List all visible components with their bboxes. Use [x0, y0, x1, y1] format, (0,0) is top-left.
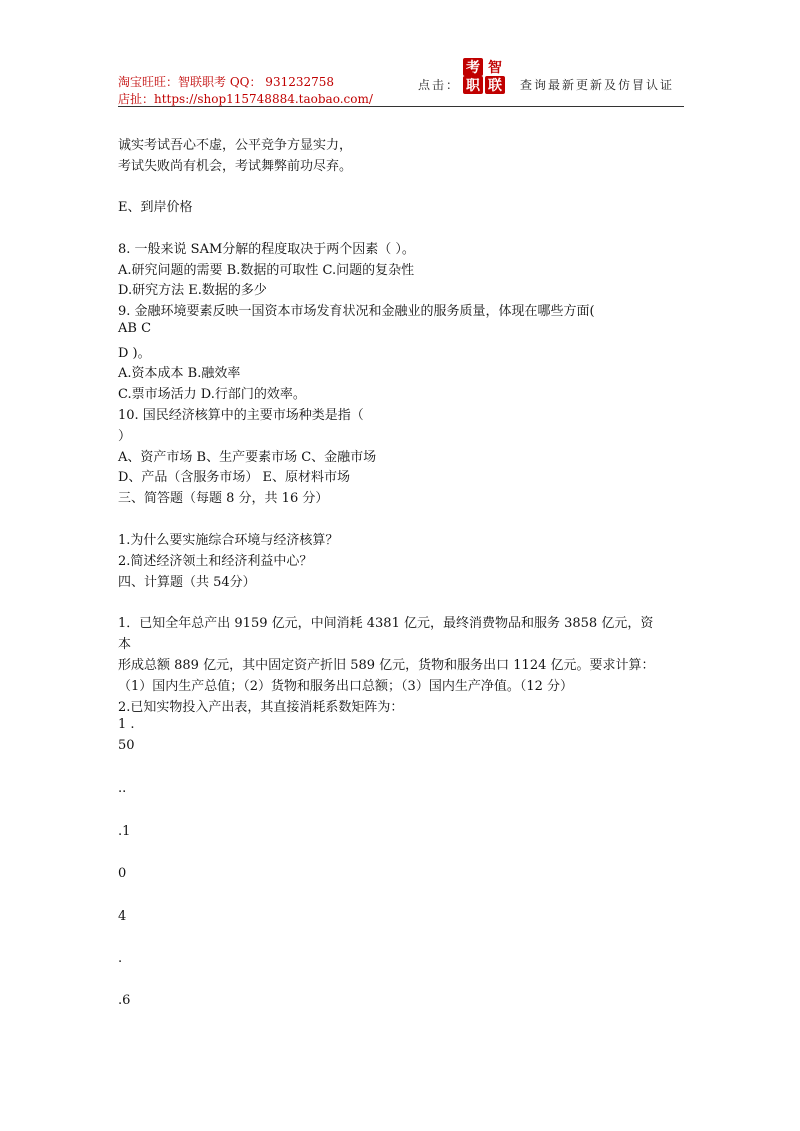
section-heading: 四、计算题（共 54分）	[118, 575, 256, 590]
text-line: 考试失败尚有机会，考试舞弊前功尽弃。	[118, 159, 353, 174]
text-line: 1.为什么要实施综合环境与经济核算？	[118, 533, 339, 548]
text-line: 1 .	[118, 717, 135, 732]
logo-char-4: 联	[488, 78, 502, 94]
text-line: （1）国内生产总值；（2）货物和服务出口总额；（3）国内生产净值。（12 分）	[118, 679, 573, 694]
text-line: A.资本成本 B.融效率	[118, 366, 241, 381]
click-label: 点击：	[418, 78, 461, 92]
shop-url-link[interactable]: 店扯：https://shop115748884.taobao.com/	[118, 92, 373, 106]
zhilian-logo[interactable]	[463, 56, 507, 96]
text-line: ）	[118, 429, 132, 444]
logo-char-1: 考	[466, 60, 480, 76]
text-line: ..	[118, 781, 127, 796]
text-line: 本	[118, 637, 132, 652]
section-heading: 三、简答题（每题 8 分，共 16 分）	[118, 491, 329, 506]
question-8: 8. 一般来说 SAM分解的程度取决于两个因素（ ）。	[118, 242, 415, 257]
text-line: 0	[118, 866, 127, 881]
text-line: 2.已知实物投入产出表，其直接消耗系数矩阵为：	[118, 700, 404, 715]
text-line: D )。	[118, 346, 151, 361]
text-line: 4	[118, 909, 127, 924]
header-divider	[118, 106, 684, 107]
verify-link[interactable]: 查询最新更新及仿冒认证	[520, 78, 675, 92]
text-line: .1	[118, 824, 131, 839]
text-line: 形成总额 889 亿元，其中固定资产折旧 589 亿元，货物和服务出口 1124 亿元。要求计算：	[118, 658, 655, 673]
text-line: E、到岸价格	[118, 200, 193, 215]
logo-char-2: 智	[488, 60, 502, 76]
text-line: A、资产市场 B、生产要素市场 C、金融市场	[118, 450, 377, 465]
text-line: 50	[118, 738, 135, 753]
shop-info	[118, 74, 373, 108]
text-line: .6	[118, 993, 131, 1008]
text-line: 2.简述经济领土和经济利益中心？	[118, 554, 313, 569]
text-line: 1．已知全年总产出 9159 亿元，中间消耗 4381 亿元，最终消费物品和服务 3858 亿元，资	[118, 616, 654, 631]
question-10: 10. 国民经济核算中的主要市场种类是指（	[118, 408, 364, 423]
text-line: AB C	[118, 321, 152, 336]
text-line: D、产品（含服务市场） E、原材料市场	[118, 470, 351, 485]
text-line: 诚实考试吾心不虚，公平竞争方显实力，	[118, 138, 353, 153]
text-line: C.票市场活力 D.行部门的效率。	[118, 387, 306, 402]
text-line: A.研究问题的需要 B.数据的可取性 C.问题的复杂性	[118, 263, 415, 278]
text-line: D.研究方法 E.数据的多少	[118, 283, 267, 298]
page-header	[118, 50, 684, 108]
shop-contact-line: 淘宝旺旺：智联职考 QQ： 931232758	[118, 75, 335, 89]
text-line: .	[118, 951, 123, 966]
question-9: 9. 金融环境要素反映一国资本市场发育状况和金融业的服务质量，体现在哪些方面(	[118, 304, 595, 319]
logo-char-3: 职	[466, 78, 480, 94]
